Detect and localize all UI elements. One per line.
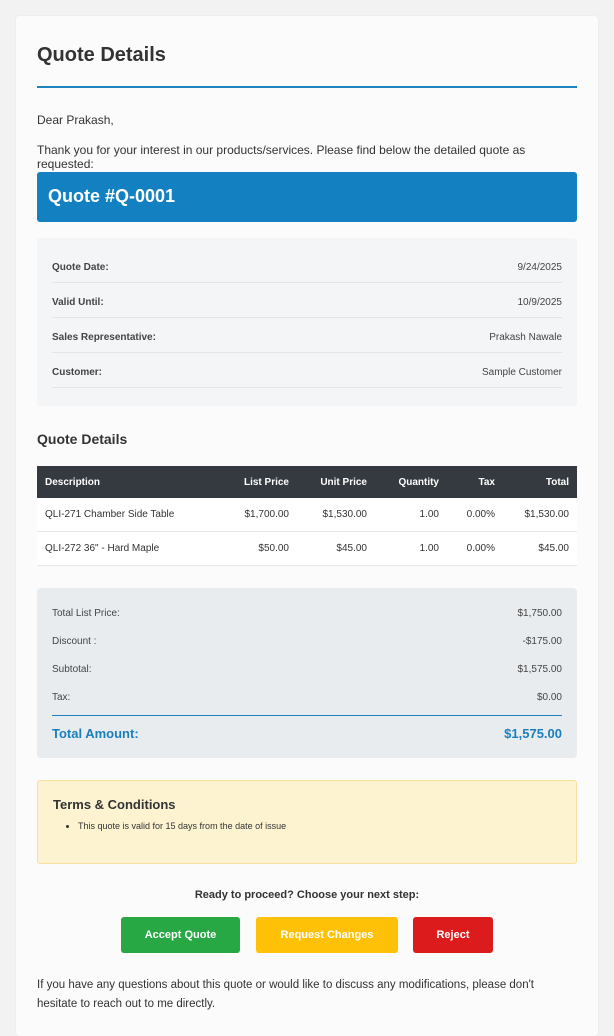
info-value: Sample Customer xyxy=(481,367,562,378)
quote-info-box xyxy=(37,238,577,406)
grand-total-row xyxy=(52,726,562,741)
terms-item: • This quote is valid for 15 days from the date of issue xyxy=(78,821,286,831)
column-header-quantity: Quantity xyxy=(375,466,447,498)
totals-label: Discount : xyxy=(52,636,97,647)
column-header-tax: Tax xyxy=(447,466,503,498)
next-step-prompt: Ready to proceed? Choose your next step: xyxy=(194,889,420,901)
page-title: Quote Details xyxy=(37,44,166,66)
cell-list-price: $50.00 xyxy=(223,532,297,566)
totals-row-tax xyxy=(52,692,562,703)
cell-tax: 0.00% xyxy=(447,498,503,532)
column-header-list-price: List Price xyxy=(223,466,297,498)
terms-list xyxy=(50,821,286,831)
section-title-quote-details: Quote Details xyxy=(37,431,128,447)
column-header-unit-price: Unit Price xyxy=(297,466,375,498)
info-label: Customer: xyxy=(52,367,103,378)
terms-box xyxy=(37,780,577,864)
table-row xyxy=(37,532,577,566)
column-header-total: Total xyxy=(503,466,577,498)
request-changes-button[interactable]: Request Changes xyxy=(256,917,398,953)
info-value: 9/24/2025 xyxy=(517,262,562,273)
closing-text: If you have any questions about this quote or would like to discuss any modifications, please don't hesitate to reach out to me directly. xyxy=(37,979,534,1010)
totals-row-discount xyxy=(52,636,562,647)
cell-list-price: $1,700.00 xyxy=(223,498,297,532)
info-value: Prakash Nawale xyxy=(489,332,562,343)
grand-total-label: Total Amount: xyxy=(52,726,139,741)
cell-description: QLI-271 Chamber Side Table xyxy=(37,498,223,532)
totals-divider xyxy=(52,715,562,716)
cell-total: $1,530.00 xyxy=(503,498,577,532)
totals-value: $1,750.00 xyxy=(517,608,562,619)
totals-value: $1,575.00 xyxy=(517,664,562,675)
grand-total-value: $1,575.00 xyxy=(504,726,562,741)
totals-value: -$175.00 xyxy=(522,636,562,647)
totals-box xyxy=(37,588,577,758)
intro-text: Thank you for your interest in our products/services. Please find below the detailed quote as requested: xyxy=(37,143,526,171)
info-row-quote-date xyxy=(52,248,562,283)
line-items-table xyxy=(37,466,577,566)
cell-quantity: 1.00 xyxy=(375,532,447,566)
cell-description: QLI-272 36" - Hard Maple xyxy=(37,532,223,566)
cell-tax: 0.00% xyxy=(447,532,503,566)
table-header-row xyxy=(37,466,577,498)
greeting-text: Dear Prakash, xyxy=(37,113,114,127)
info-row-valid-until xyxy=(52,283,562,318)
totals-value: $0.00 xyxy=(536,692,562,703)
cell-total: $45.00 xyxy=(503,532,577,566)
quote-number: Quote #Q-0001 xyxy=(48,186,176,206)
table-row xyxy=(37,498,577,532)
cell-quantity: 1.00 xyxy=(375,498,447,532)
info-row-customer xyxy=(52,353,562,388)
totals-row-list-price xyxy=(52,608,562,619)
quote-email-card xyxy=(16,16,598,1036)
info-label: Sales Representative: xyxy=(52,332,156,343)
totals-label: Tax: xyxy=(52,692,71,703)
terms-title: Terms & Conditions xyxy=(53,797,176,812)
cell-unit-price: $1,530.00 xyxy=(297,498,375,532)
title-divider xyxy=(37,86,577,88)
info-label: Quote Date: xyxy=(52,262,109,273)
totals-row-subtotal xyxy=(52,664,562,675)
accept-quote-button[interactable]: Accept Quote xyxy=(121,917,240,953)
column-header-description: Description xyxy=(37,466,223,498)
info-row-sales-rep xyxy=(52,318,562,353)
totals-label: Total List Price: xyxy=(52,608,120,619)
totals-label: Subtotal: xyxy=(52,664,92,675)
info-label: Valid Until: xyxy=(52,297,104,308)
reject-button[interactable]: Reject xyxy=(413,917,493,953)
quote-number-banner xyxy=(37,172,577,222)
info-value: 10/9/2025 xyxy=(517,297,562,308)
cell-unit-price: $45.00 xyxy=(297,532,375,566)
